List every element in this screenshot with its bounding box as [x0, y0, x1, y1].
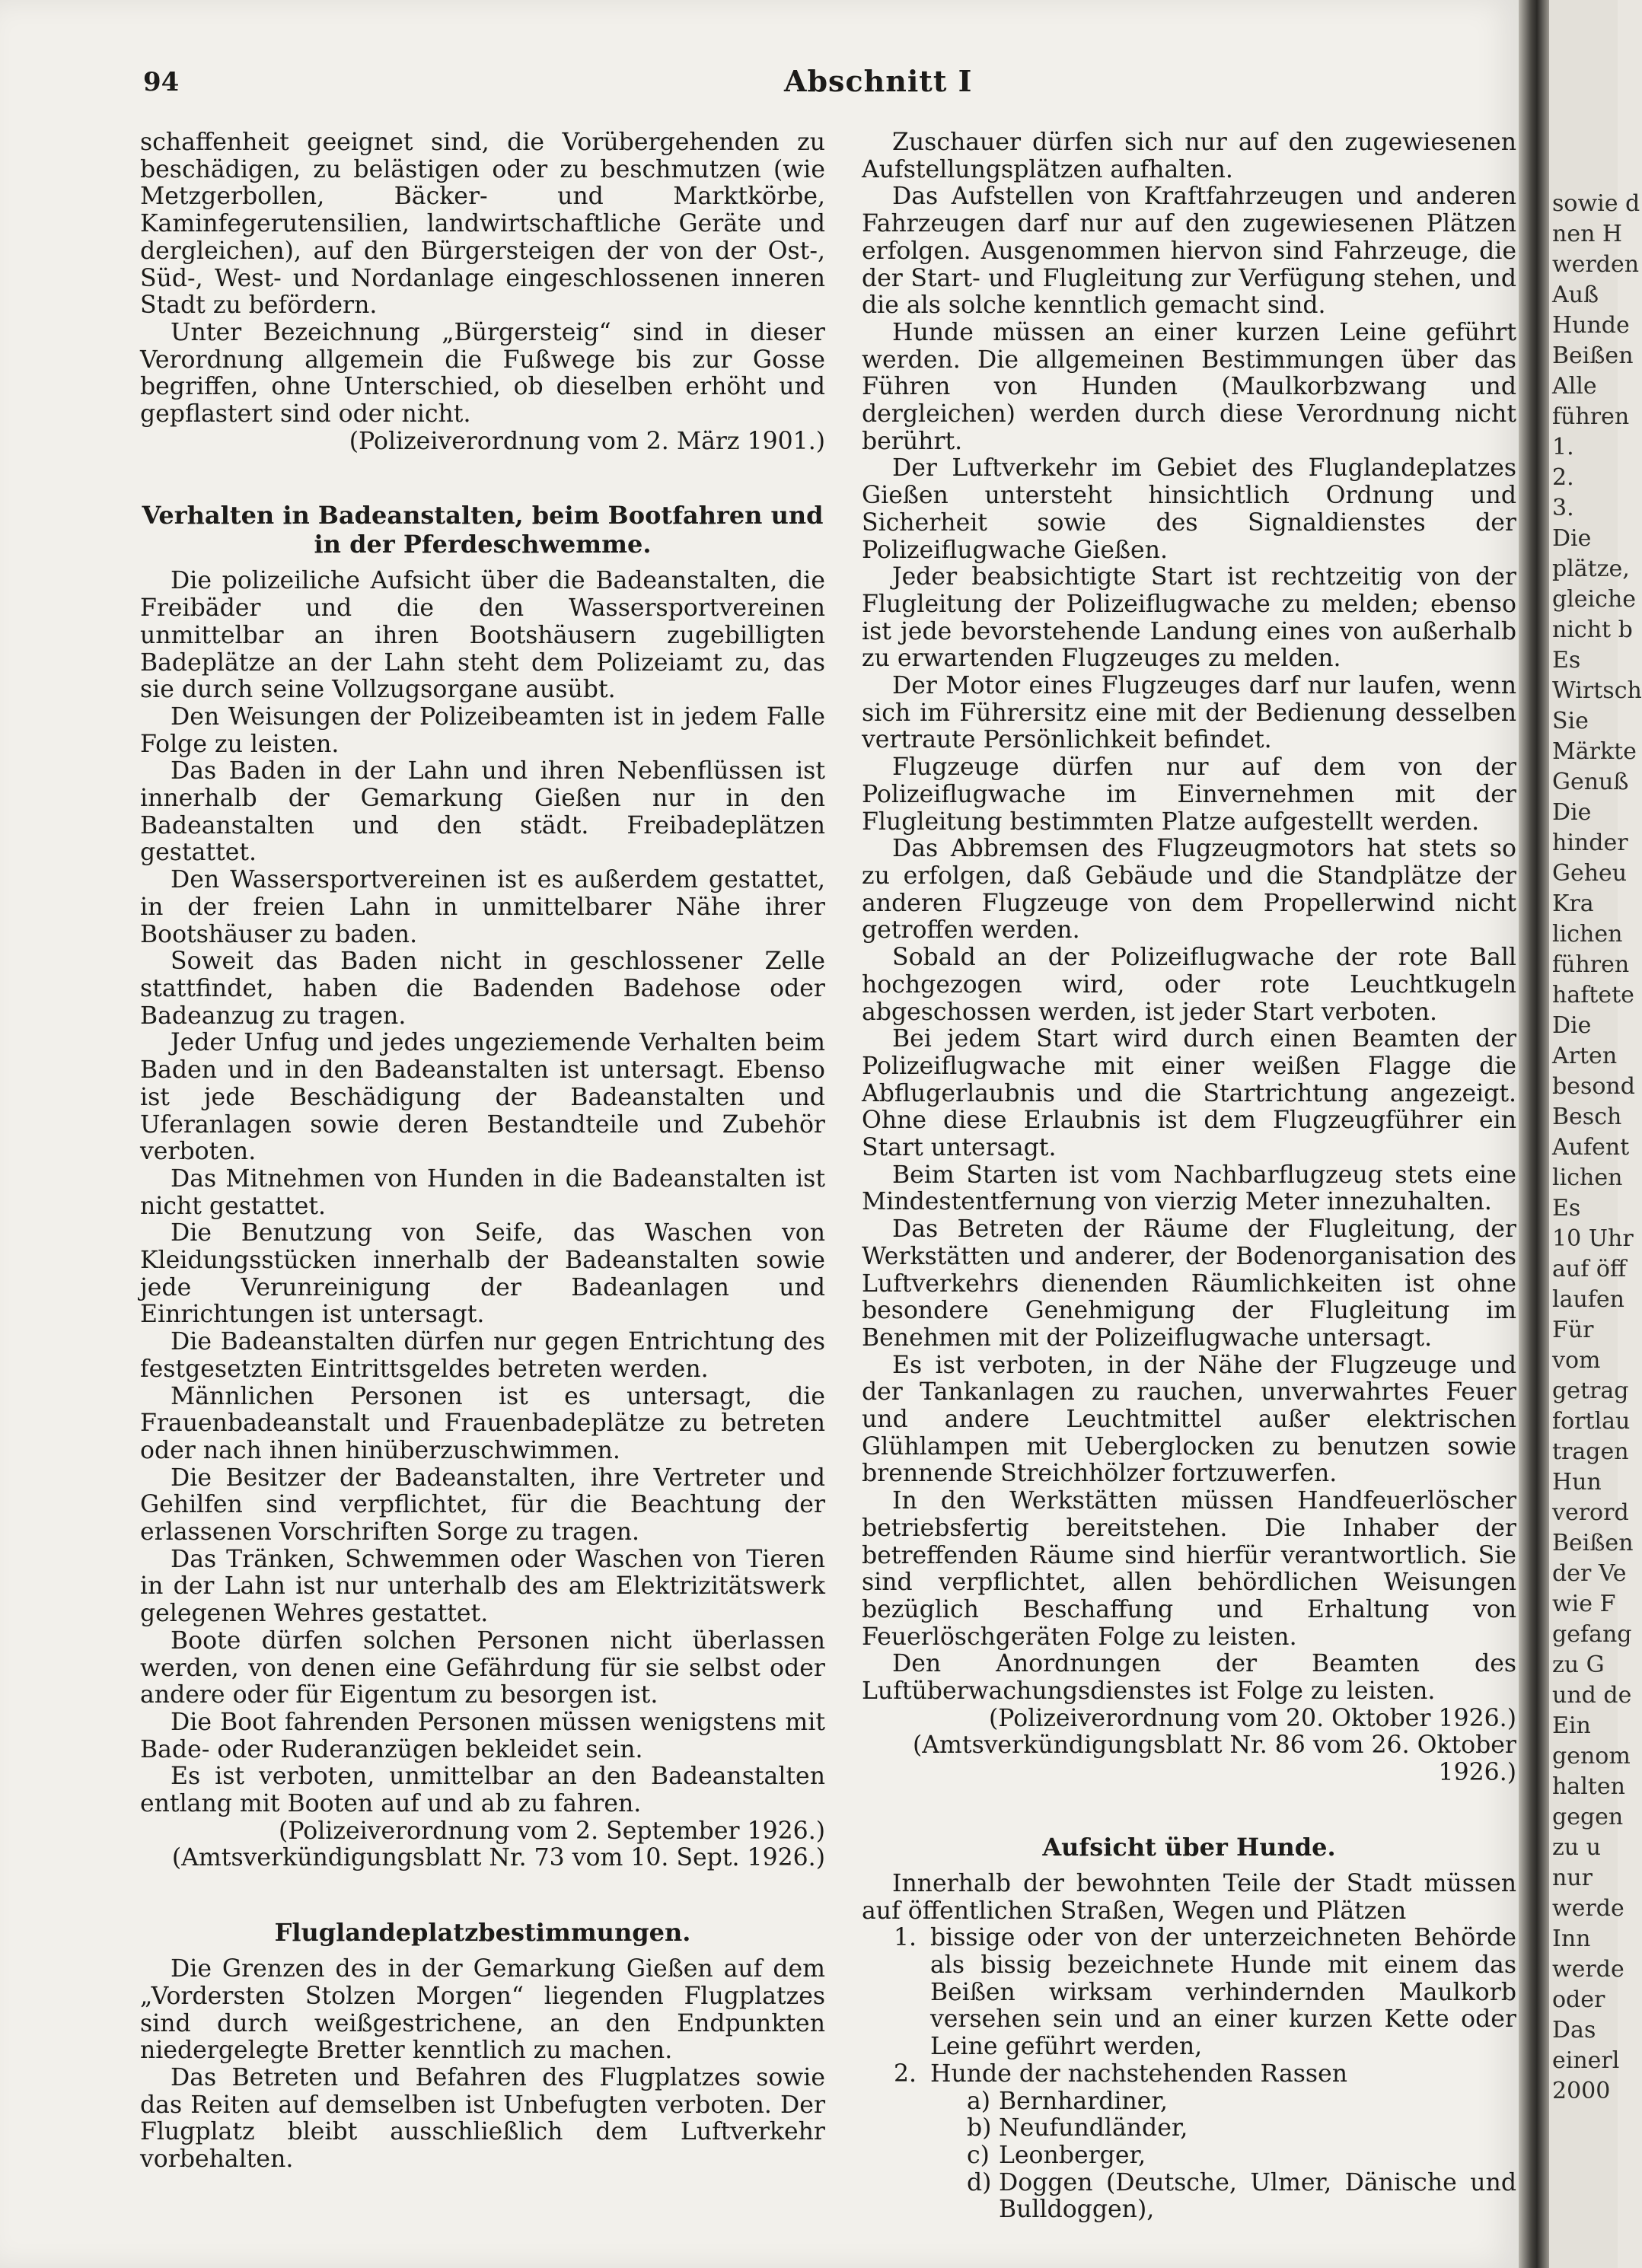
paragraph: Jeder Unfug und jedes ungeziemende Verhalten beim Baden und in den Badeanstalten ist untersagt. Ebenso ist jede Beschädigung der Badeanstalten und Uferanlagen sowie deren Bestandteile und Zubehör verboten. [140, 1029, 825, 1166]
list-marker: b) [967, 2114, 992, 2142]
adjacent-page-text: Märkte [1552, 738, 1637, 765]
adjacent-page-text: wie F [1552, 1591, 1616, 1617]
paragraph: Das Mitnehmen von Hunden in die Badeanstalten ist nicht gestattet. [140, 1164, 825, 1220]
adjacent-page-text: Kra [1552, 890, 1594, 917]
source-citation: (Polizeiverordnung vom 20. Oktober 1926.) [989, 1704, 1516, 1732]
adjacent-page-text: plätze, [1552, 556, 1630, 582]
left-column [140, 129, 825, 2174]
adjacent-page-text: werden [1552, 251, 1640, 278]
adjacent-page-text: hinder [1552, 830, 1628, 856]
adjacent-page-fragment [1549, 0, 1642, 2268]
adjacent-page-text: Das [1552, 2017, 1596, 2043]
adjacent-page-text: laufen [1552, 1286, 1624, 1313]
adjacent-page-text: lichen [1552, 921, 1623, 948]
right-column [862, 129, 1516, 2224]
list-item [894, 1924, 1516, 2061]
paragraph: Zuschauer dürfen sich nur auf den zugewiesenen Aufstellungsplätzen aufhalten. [862, 129, 1516, 183]
section-heading: Verhalten in Badeanstalten, beim Bootfahren und in der Pferdeschwemme. [142, 501, 824, 559]
list-item [967, 2168, 1516, 2224]
paragraph: Die Badeanstalten dürfen nur gegen Entrichtung des festgesetzten Eintrittsgeldes betreten werden. [140, 1328, 825, 1383]
adjacent-page-text: Hunde [1552, 312, 1630, 339]
list-marker: d) [967, 2168, 992, 2196]
source-citation: (Polizeiverordnung vom 2. März 1901.) [349, 427, 825, 455]
adjacent-page-text: halten [1552, 1773, 1625, 1800]
adjacent-page-text: Es [1552, 1195, 1581, 1222]
list-item-text: Leonberger, [999, 2141, 1146, 2169]
list-item-text: Neufundländer, [999, 2114, 1188, 2142]
paragraph: Das Betreten und Befahren des Flugplatzes sowie das Reiten auf demselben ist Unbefugten verboten. Der Flugplatz bleibt ausschließlich dem Luftverkehr vorbehalten. [140, 2064, 825, 2174]
adjacent-page-text: werde [1552, 1956, 1624, 1983]
paragraph: Männlichen Personen ist es untersagt, die Frauenbadeanstalt und Frauenbadeplätze zu betreten oder nach ihnen hinüberzuschwimmen. [140, 1382, 825, 1464]
adjacent-page-text: Geheu [1552, 860, 1628, 887]
paragraph: Den Wassersportvereinen ist es außerdem gestattet, in der freien Lahn in unmittelbarer Nähe ihrer Bootshäuser zu baden. [140, 866, 825, 948]
adjacent-page-text: Genuß [1552, 769, 1629, 795]
paragraph: Den Anordnungen der Beamten des Luftüberwachungsdienstes ist Folge zu leisten. [862, 1650, 1516, 1706]
list-marker: 2. [894, 2059, 917, 2088]
running-head: Abschnitt I [784, 64, 973, 98]
section-heading: Aufsicht über Hunde. [1042, 1832, 1336, 1862]
adjacent-page-text: Die [1552, 1012, 1592, 1039]
adjacent-page-text: 3. [1552, 495, 1574, 521]
breed-list [930, 2088, 1516, 2225]
paragraph: schaffenheit geeignet sind, die Vorübergehenden zu beschädigen, zu belästigen oder zu beschmutzen (wie Metzgerbollen, Bäcker- und Marktkörbe, Kaminfegerutensilien, landwirtschaftliche Geräte und dergleichen), auf den Bürgersteigen der von der Ost-, Süd-, West- und Nordanlage eingeschlossenen inneren Stadt zu befördern. [140, 129, 825, 320]
adjacent-page-text: einerl [1552, 2047, 1620, 2074]
adjacent-page-text: verord [1552, 1499, 1629, 1526]
paragraph: Innerhalb der bewohnten Teile der Stadt müssen auf öffentlichen Straßen, Wegen und Plätzen [862, 1869, 1516, 1925]
adjacent-page-text: Inn [1552, 1926, 1591, 1952]
adjacent-page-text: Auß [1552, 282, 1599, 308]
book-gutter [1519, 0, 1549, 2268]
adjacent-page-text: Arten [1552, 1043, 1618, 1069]
adjacent-page-text: zu u [1552, 1834, 1601, 1861]
paragraph: Bei jedem Start wird durch einen Beamten der Polizeiflugwache mit einer weißen Flagge die Abflugerlaubnis und die Startrichtung angezeigt. Ohne diese Erlaubnis ist dem Flugzeugführer ein Start untersagt. [862, 1025, 1516, 1162]
paragraph: Das Baden in der Lahn und ihren Nebenflüssen ist innerhalb der Gemarkung Gießen nur in den Badeanstalten und den städt. Freibadeplätzen gestattet. [140, 757, 825, 867]
adjacent-page-text: Alle [1552, 373, 1597, 400]
adjacent-page-text: lichen [1552, 1164, 1623, 1191]
paragraph: Jeder beabsichtigte Start ist rechtzeitig von der Flugleitung der Polizeiflugwache zu melden; ebenso ist jede bevorstehende Landung eines von außerhalb zu erwartenden Flugzeuges zu melden. [862, 563, 1516, 673]
list-item [967, 2141, 1516, 2170]
list-marker: c) [967, 2141, 990, 2169]
list-item [894, 2059, 1516, 2224]
paragraph: Die Besitzer der Badeanstalten, ihre Vertreter und Gehilfen sind verpflichtet, für die Beachtung der erlassenen Vorschriften Sorge zu tragen. [140, 1464, 825, 1547]
paragraph: Die polizeiliche Aufsicht über die Badeanstalten, die Freibäder und die den Wassersportvereinen unmittelbar an ihren Bootshäusern zugebilligten Badeplätze an der Lahn steht dem Polizeiamt zu, das sie durch seine Vollzugsorgane ausübt. [140, 567, 825, 704]
adjacent-page-text: nur [1552, 1865, 1593, 1891]
page-header [0, 64, 1519, 113]
paragraph: Die Grenzen des in der Gemarkung Gießen auf dem „Vordersten Stolzen Morgen“ liegenden Flugplatzes sind durch weißgestrichene, an den Endpunkten niedergelegte Bretter kenntlich zu machen. [140, 1955, 825, 2065]
adjacent-page-text: Ein [1552, 1712, 1591, 1739]
adjacent-page-text: Die [1552, 525, 1592, 552]
list-item [967, 2087, 1516, 2116]
adjacent-page-text: der Ve [1552, 1560, 1627, 1587]
adjacent-page-text: getrag [1552, 1378, 1629, 1404]
adjacent-page-text: 2000 [1552, 2078, 1611, 2104]
paragraph: Das Abbremsen des Flugzeugmotors hat stets so zu erfolgen, daß Gebäude und die Standplätze der anderen Flugzeuge von dem Propellerwind nicht getroffen werden. [862, 835, 1516, 944]
paragraph: In den Werkstätten müssen Handfeuerlöscher betriebsfertig bereitstehen. Die Inhaber der betreffenden Räume sind hierfür verantwortlich. Sie sind verpflichtet, allen behördlichen Weisungen bezüglich Beschaffung und Erhaltung von Feuerlöschgeräten Folge zu leisten. [862, 1487, 1516, 1651]
list-item-text: Doggen (Deutsche, Ulmer, Dänische und Bulldoggen), [999, 2168, 1516, 2224]
paragraph: Unter Bezeichnung „Bürgersteig“ sind in dieser Verordnung allgemein die Fußwege bis zur Gosse begriffen, ohne Unterschied, ob dieselben erhöht und gepflastert sind oder nicht. [140, 318, 825, 428]
adjacent-page-text: genom [1552, 1743, 1631, 1769]
adjacent-page-text: Es [1552, 647, 1581, 674]
paragraph: Der Luftverkehr im Gebiet des Fluglandeplatzes Gießen untersteht hinsichtlich Ordnung und Sicherheit sowie des Signaldienstes der Polizeiflugwache Gießen. [862, 454, 1516, 564]
adjacent-page-text: führen [1552, 403, 1630, 430]
adjacent-page-text: werde [1552, 1895, 1624, 1922]
source-citation: (Polizeiverordnung vom 2. September 1926.) [279, 1817, 825, 1845]
source-citation: (Amtsverkündigungsblatt Nr. 86 vom 26. Oktober 1926.) [913, 1731, 1516, 1787]
adjacent-page-text: 1. [1552, 434, 1574, 460]
adjacent-page-text: haftete [1552, 982, 1634, 1008]
paragraph: Das Tränken, Schwemmen oder Waschen von Tieren in der Lahn ist nur unterhalb des am Elektrizitätswerk gelegenen Wehres gestattet. [140, 1545, 825, 1628]
adjacent-page-text: Besch [1552, 1104, 1622, 1130]
adjacent-page-text: gefang [1552, 1621, 1632, 1648]
adjacent-page-text: sowie d [1552, 190, 1640, 217]
adjacent-page-text: führen [1552, 951, 1630, 978]
paragraph: Es ist verboten, in der Nähe der Flugzeuge und der Tankanlagen zu rauchen, unverwahrtes Feuer und andere Leuchtmittel außer elektrischen Glühlampen mit Ueberglocken zu benutzen sowie brennende Streichhölzer fortzuwerfen. [862, 1351, 1516, 1488]
paragraph: Beim Starten ist vom Nachbarflugzeug stets eine Mindestentfernung von vierzig Meter innezuhalten. [862, 1161, 1516, 1216]
adjacent-page-text: auf öff [1552, 1256, 1627, 1282]
page-number: 94 [143, 67, 180, 97]
list-marker: a) [967, 2087, 991, 2115]
adjacent-page-text: gleiche [1552, 586, 1637, 613]
paragraph: Es ist verboten, unmittelbar an den Badeanstalten entlang mit Booten auf und ab zu fahren. [140, 1763, 825, 1818]
adjacent-page-text: Hun [1552, 1469, 1602, 1496]
paragraph: Die Boot fahrenden Personen müssen wenigstens mit Bade- oder Ruderanzügen bekleidet sein. [140, 1708, 825, 1763]
section-heading: Fluglandeplatzbestimmungen. [274, 1918, 691, 1948]
source-citation: (Amtsverkündigungsblatt Nr. 73 vom 10. Sept. 1926.) [171, 1844, 825, 1872]
adjacent-page-text: nicht b [1552, 616, 1633, 643]
adjacent-page-text: oder [1552, 1986, 1605, 2013]
paragraph: Das Aufstellen von Kraftfahrzeugen und anderen Fahrzeugen darf nur auf den zugewiesenen Plätzen erfolgen. Ausgenommen hiervon sind Fahrzeuge, die der Start- und Flugleitung zur Verfügung stehen, und die als solche kenntlich gemacht sind. [862, 183, 1516, 320]
adjacent-page-text: Sie [1552, 708, 1589, 734]
adjacent-page-text: tragen [1552, 1438, 1629, 1465]
paragraph: Boote dürfen solchen Personen nicht überlassen werden, von denen eine Gefährdung für sie selbst oder andere oder für Eigentum zu besorgen ist. [140, 1626, 825, 1709]
adjacent-page-text: Die [1552, 799, 1592, 826]
adjacent-page-text: Aufent [1552, 1134, 1630, 1161]
adjacent-page-text: Für [1552, 1317, 1594, 1343]
adjacent-page-text: vom [1552, 1347, 1601, 1374]
paragraph: Das Betreten der Räume der Flugleitung, der Werkstätten und anderer, der Bodenorganisation des Luftverkehrs dienenden Räumlichkeiten ist ohne besondere Genehmigung der Flugleitung im Benehmen mit der Polizeiflugwache untersagt. [862, 1215, 1516, 1352]
paragraph: Der Motor eines Flugzeuges darf nur laufen, wenn sich im Führersitz eine mit der Bedienung desselben vertraute Persönlichkeit befindet. [862, 672, 1516, 754]
list-item [967, 2114, 1516, 2142]
adjacent-page-text: fortlau [1552, 1408, 1631, 1435]
paragraph: Die Benutzung von Seife, das Waschen von Kleidungsstücken innerhalb der Badeanstalten sowie jede Verunreinigung der Badeanlagen und Einrichtungen ist untersagt. [140, 1219, 825, 1329]
paragraph: Soweit das Baden nicht in geschlossener Zelle stattfindet, haben die Badenden Badehose oder Badeanzug zu tragen. [140, 948, 825, 1030]
adjacent-page-text: Wirtsch [1552, 677, 1642, 704]
adjacent-page-text: besond [1552, 1073, 1635, 1100]
paragraph: Den Weisungen der Polizeibeamten ist in jedem Falle Folge zu leisten. [140, 702, 825, 758]
adjacent-page-text: Beißen [1552, 342, 1634, 369]
adjacent-page-text: gegen [1552, 1804, 1624, 1830]
paragraph: Sobald an der Polizeiflugwache der rote Ball hochgezogen wird, oder rote Leuchtkugeln abgeschossen werden, ist jeder Start verboten. [862, 944, 1516, 1026]
list-marker: 1. [894, 1924, 917, 1952]
adjacent-page-text: nen H [1552, 221, 1623, 247]
adjacent-page-text: 2. [1552, 464, 1574, 491]
paragraph: Hunde müssen an einer kurzen Leine geführt werden. Die allgemeinen Bestimmungen über das Führen von Hunden (Maulkorbzwang und dergleichen) werden durch diese Verordnung nicht berührt. [862, 318, 1516, 455]
list-item-text: bissige oder von der unterzeichneten Behörde als bissig bezeichnete Hunde mit einem das Beißen wirksam verhindernden Maulkorb versehen sein und an einer kurzen Kette oder Leine geführt werden, [930, 1924, 1516, 2061]
paragraph: Flugzeuge dürfen nur auf dem von der Polizeiflugwache im Einvernehmen mit der Flugleitung bestimmten Platze aufgestellt werden. [862, 753, 1516, 836]
adjacent-page-text: Beißen [1552, 1530, 1634, 1556]
adjacent-page-text: 10 Uhr [1552, 1225, 1634, 1252]
list-item-text: Bernhardiner, [999, 2087, 1169, 2115]
list-item-text: Hunde der nachstehenden Rassen [930, 2059, 1348, 2088]
numbered-list [862, 1925, 1516, 2224]
adjacent-page-text: zu G [1552, 1652, 1605, 1678]
adjacent-page-text: und de [1552, 1682, 1632, 1709]
